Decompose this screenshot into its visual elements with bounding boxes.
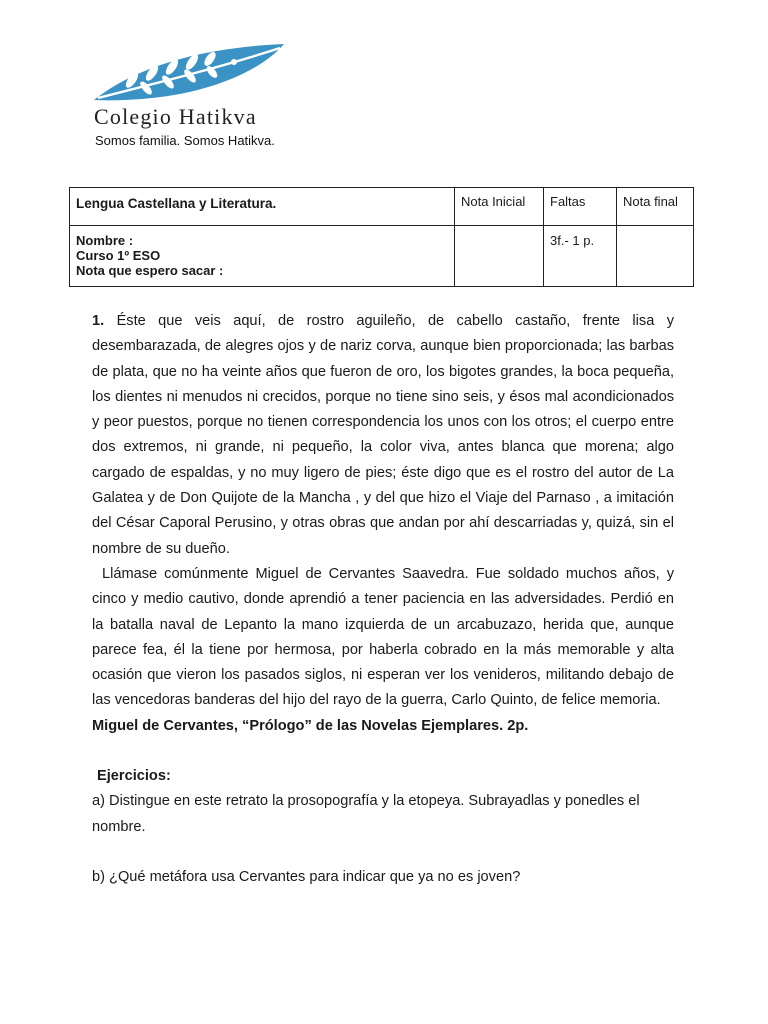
nombre-label: Nombre : bbox=[76, 233, 134, 248]
faltas-header: Faltas bbox=[544, 188, 617, 226]
exercise-a: a) Distingue en este retrato la prosopografía y la etopeya. Subrayadlas y ponedles el nombre. bbox=[92, 793, 640, 835]
nota-final-value bbox=[617, 226, 694, 287]
passage-source: Miguel de Cervantes, “Prólogo” de las Novelas Ejemplares. 2p. bbox=[92, 717, 529, 734]
nota-esperada-label: Nota que espero sacar : bbox=[76, 263, 224, 278]
passage-paragraph-1 bbox=[92, 309, 674, 562]
exercises-title: Ejercicios: bbox=[97, 768, 171, 785]
school-logo bbox=[92, 40, 292, 150]
nota-final-header: Nota final bbox=[617, 188, 694, 226]
curso-label: Curso 1º ESO bbox=[76, 248, 161, 263]
student-info-cell bbox=[70, 226, 455, 287]
school-name: Colegio Hatikva bbox=[94, 104, 257, 129]
question-number: 1. bbox=[92, 313, 105, 329]
student-info-row bbox=[70, 226, 694, 287]
exercise-b: b) ¿Qué metáfora usa Cervantes para indicar que ya no es joven? bbox=[92, 868, 521, 885]
grades-table bbox=[69, 187, 694, 287]
passage-paragraph-2: Llámase comúnmente Miguel de Cervantes Saavedra. Fue soldado muchos años, y cinco y medio cautivo, donde aprendió a tener paciencia en las adversidades. Perdió en la batalla naval de Lepanto la mano izquierda de un arcabuzazo, herida que, aunque parece fea, él la tiene por hermosa, por haberla cobrado en la más memorable y alta ocasión que vieron los pasados siglos, ni esperan ver los venideros, militando debajo de las vencedoras banderas del hijo del rayo de la guerra, Carlo Quinto, de felice memoria. bbox=[92, 565, 674, 709]
faltas-value: 3f.- 1 p. bbox=[544, 226, 617, 287]
nota-inicial-value bbox=[455, 226, 544, 287]
table-header-row bbox=[70, 188, 694, 226]
olive-branch-icon bbox=[92, 40, 292, 102]
subject-cell: Lengua Castellana y Literatura. bbox=[70, 188, 455, 226]
paragraph-1-text: Éste que veis aquí, de rostro aguileño, de cabello castaño, frente lisa y desembarazada, de alegres ojos y de nariz corva, aunque bien proporcionada; las barbas de plata, que no ha veinte años que fueron de oro, los bigotes grandes, la boca pequeña, los dientes ni menudos ni crecidos, porque no tiene sino seis, y ésos mal acondicionados y peor puestos, porque no tienen correspondencia los unos con los otros; el cuerpo entre dos extremos, ni grande, ni pequeño, la color viva, antes blanca que morena; algo cargado de espaldas, y no muy ligero de pies; éste digo que es el rostro del autor de La Galatea y de Don Quijote de la Mancha , y del que hizo el Viaje del Parnaso , a imitación del César Caporal Perusino, y otras obras que andan por ahí descarriadas y, quizá, sin el nombre de su dueño. bbox=[92, 313, 674, 557]
nota-inicial-header: Nota Inicial bbox=[455, 188, 544, 226]
exam-body bbox=[92, 309, 674, 890]
school-tagline: Somos familia. Somos Hatikva. bbox=[95, 133, 275, 148]
